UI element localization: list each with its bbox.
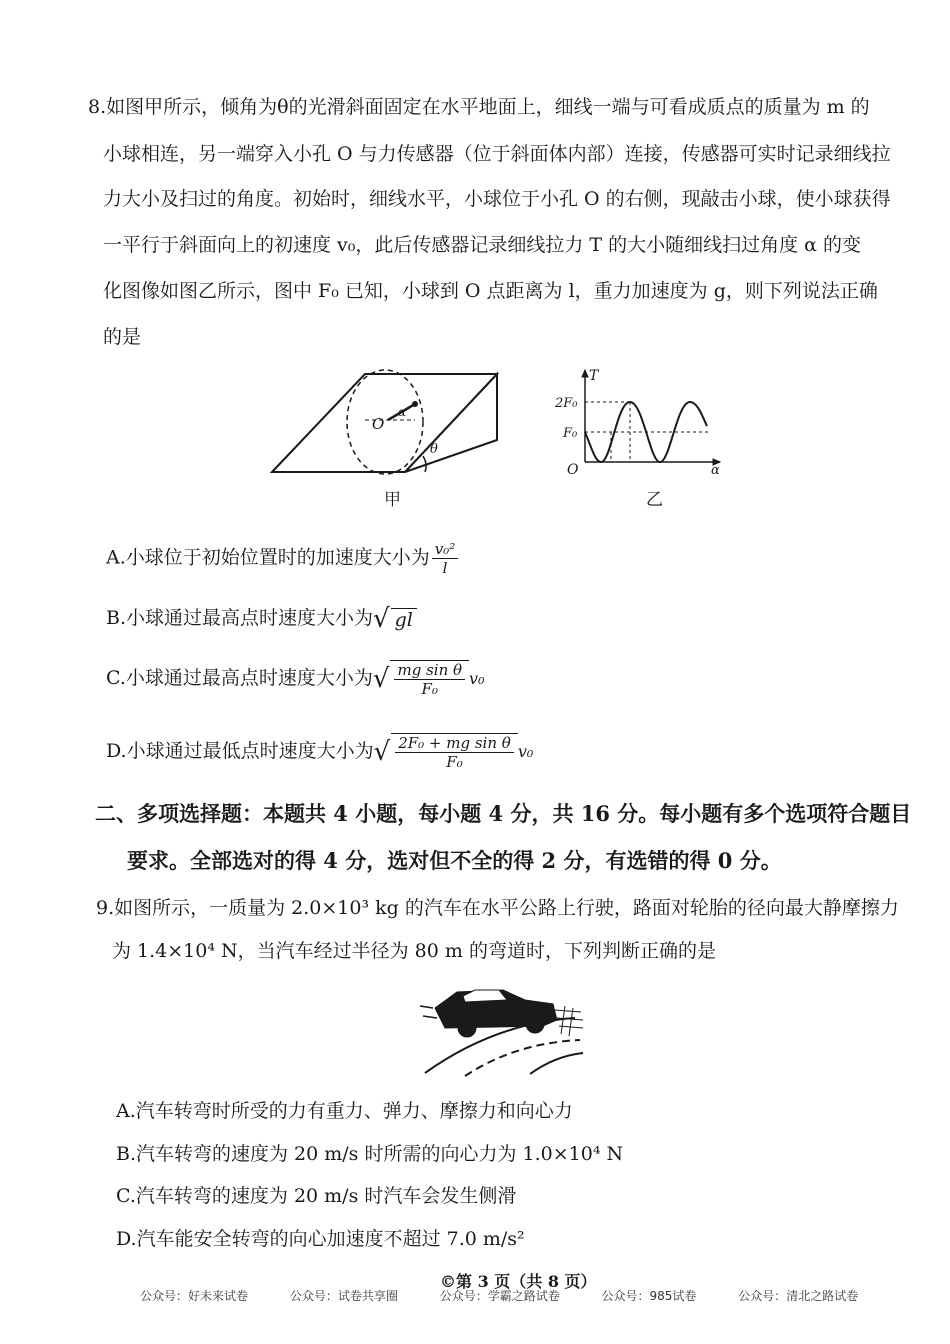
q8-option-d-suffix: v₀ <box>517 742 534 761</box>
sqrt-icon: √ <box>373 604 390 634</box>
q8-stem-line-1: 8.如图甲所示，倾角为θ的光滑斜面固定在水平地面上，细线一端与可看成质点的质量为 m 的 <box>88 96 870 118</box>
q8-option-b <box>106 603 417 632</box>
section-2-heading-line-1: 二、多项选择题：本题共 4 小题，每小题 4 分，共 16 分。每小题有多个选项符合题目 <box>95 801 912 826</box>
o-label: O <box>372 415 385 433</box>
section-2-heading-line-2: 要求。全部选对的得 4 分，选对但不全的得 2 分，有选错的得 0 分。 <box>127 848 782 873</box>
grid-pattern <box>555 1006 583 1036</box>
figure-yi-caption: 乙 <box>646 490 663 510</box>
y-axis-arrow <box>582 370 588 377</box>
motion-line-2 <box>423 1016 437 1018</box>
q8-stem-line-3: 力大小及扫过的角度。初始时，细线水平，小球位于小孔 O 的右侧，现敲击小球，使小球获得 <box>103 188 891 210</box>
tick-2f0: 2F₀ <box>555 396 578 411</box>
q8-option-a-num: v₀² <box>432 540 459 559</box>
theta-arc <box>423 456 426 472</box>
q8-option-a <box>106 540 458 577</box>
figure-yi-graph <box>555 362 730 477</box>
q8-option-a-text: A.小球位于初始位置时的加速度大小为 <box>106 546 430 569</box>
incline-side <box>405 374 497 472</box>
q8-option-c-text: C.小球通过最高点时速度大小为 <box>106 667 373 689</box>
tick-f0: F₀ <box>563 426 578 441</box>
q8-stem-line-5: 化图像如图乙所示，图中 F₀ 已知，小球到 O 点距离为 l，重力加速度为 g，则下列说法正确 <box>103 280 878 302</box>
q8-option-d-num: 2F₀ + mg sin θ <box>395 734 514 753</box>
watermark-5: 公众号：清北之路试卷 <box>738 1289 859 1303</box>
q8-option-a-den: l <box>442 559 448 577</box>
q8-option-c-suffix: v₀ <box>469 669 485 688</box>
watermark-4: 公众号：985试卷 <box>601 1289 697 1303</box>
watermark-2: 公众号：试卷共享圈 <box>289 1289 398 1303</box>
q8-option-d <box>106 733 533 771</box>
theta-label: θ <box>430 442 438 457</box>
alpha-label: α <box>398 405 407 419</box>
q8-option-c-den: F₀ <box>421 680 438 698</box>
q9-option-a: A.汽车转弯时所受的力有重力、弹力、摩擦力和向心力 <box>116 1100 573 1122</box>
sqrt-icon: √ <box>372 664 390 694</box>
x-axis-label: α <box>711 463 720 477</box>
car-wheel-front <box>526 1015 544 1033</box>
footer-watermarks <box>140 1287 896 1304</box>
q8-stem-line-4: 一平行于斜面向上的初速度 v₀，此后传感器记录细线拉力 T 的大小随细线扫过角度 α 的变 <box>103 234 862 256</box>
q9-option-b: B.汽车转弯的速度为 20 m/s 时所需的向心力为 1.0×10⁴ N <box>116 1143 624 1165</box>
figure-jia-caption: 甲 <box>384 490 401 510</box>
q8-option-b-text: B.小球通过最高点时速度大小为 <box>106 607 374 629</box>
motion-line-1 <box>420 1006 433 1008</box>
q8-option-c-num: mg sin θ <box>394 661 465 680</box>
q9-option-c: C.汽车转弯的速度为 20 m/s 时汽车会发生侧滑 <box>116 1185 517 1207</box>
road-edge-inner <box>530 1053 583 1074</box>
ball <box>412 401 418 407</box>
q8-option-d-text: D.小球通过最低点时速度大小为 <box>106 740 374 762</box>
q8-option-c-radical <box>390 660 469 698</box>
q9-stem-line-2: 为 1.4×10⁴ N，当汽车经过半径为 80 m 的弯道时，下列判断正确的是 <box>112 940 716 962</box>
watermark-1: 公众号：好未来试卷 <box>140 1289 249 1303</box>
q8-option-b-radicand: gl <box>391 608 417 631</box>
q9-option-d: D.汽车能安全转弯的向心加速度不超过 7.0 m/s² <box>116 1228 525 1250</box>
y-axis-label: T <box>589 368 599 384</box>
incline-surface <box>272 374 497 472</box>
q8-option-d-den: F₀ <box>446 753 463 771</box>
q8-option-c-fraction <box>394 661 465 698</box>
circular-path <box>347 370 423 474</box>
q8-option-a-fraction <box>432 540 459 577</box>
q8-stem-line-2: 小球相连，另一端穿入小孔 O 与力传感器（位于斜面体内部）连接，传感器可实时记录细线拉 <box>103 143 891 165</box>
q9-stem-line-1: 9.如图所示，一质量为 2.0×10³ kg 的汽车在水平公路上行驶，路面对轮胎的径向最大静摩擦力 <box>96 897 899 919</box>
origin-label: O <box>567 462 579 477</box>
page-number: ©第 3 页（共 8 页） <box>440 1272 597 1291</box>
q8-stem-line-6: 的是 <box>103 326 142 348</box>
sqrt-icon: √ <box>373 737 391 767</box>
car-on-curve-illustration <box>415 978 585 1078</box>
q8-option-c <box>106 660 485 698</box>
car-wheel-rear <box>458 1019 476 1037</box>
q8-option-d-radical <box>391 733 518 771</box>
q8-option-d-fraction <box>395 734 514 771</box>
watermark-3: 公众号：学霸之路试卷 <box>439 1289 560 1303</box>
